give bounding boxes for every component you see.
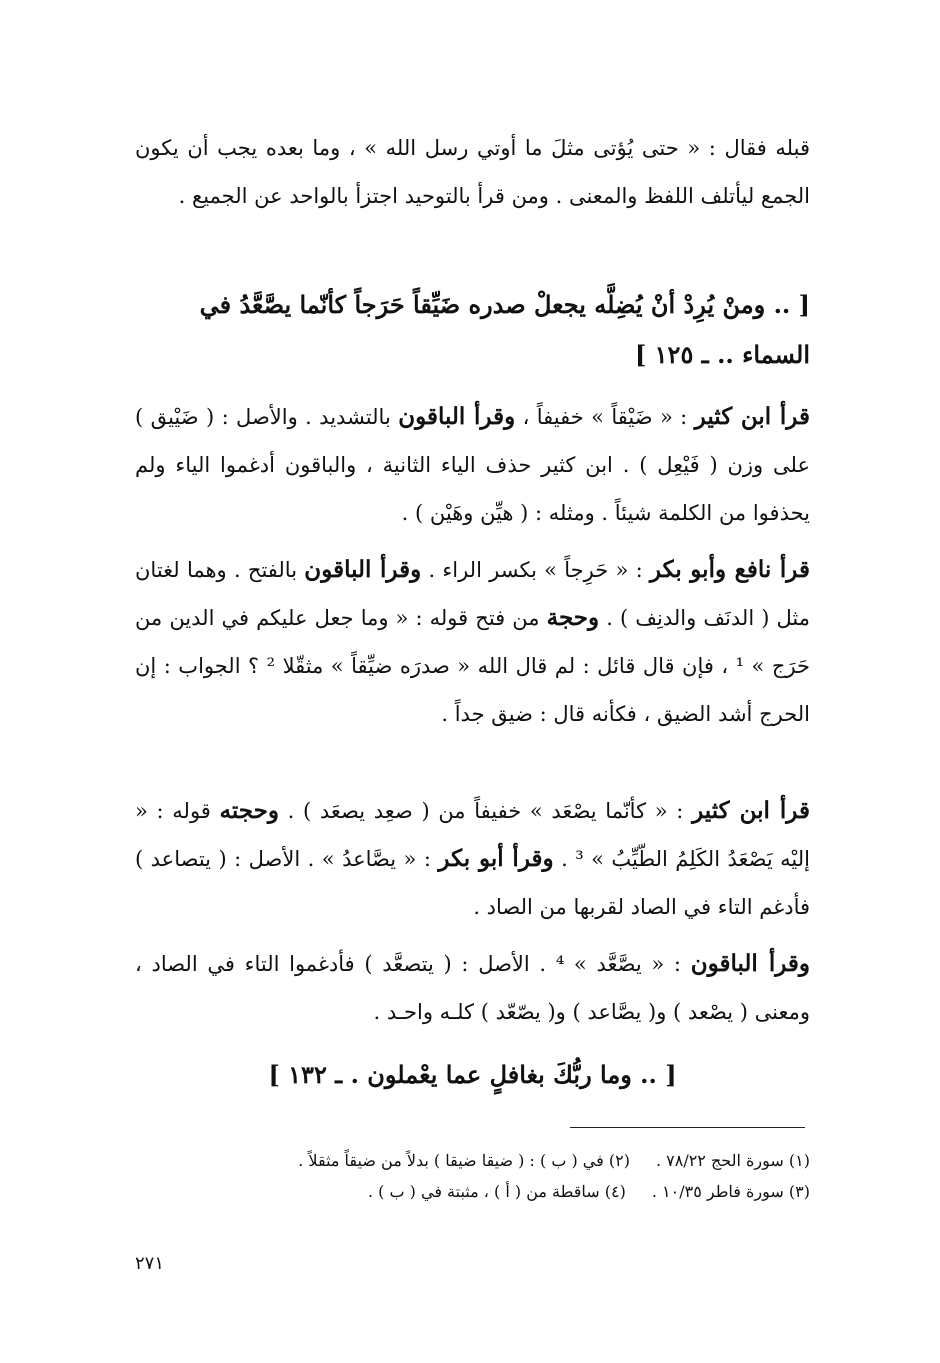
footnote-line-1: [135, 1147, 810, 1175]
paragraph-haraj: [135, 546, 810, 738]
reader-name: وقرأ أبو بكر: [438, 845, 554, 872]
reader-name: قرأ نافع وأبو بكر: [649, 556, 810, 583]
footnote-2: (٢) في ( ب ) : ( ضيقا ضيقا ) بدلاً من ضيقاً مثقلاً .: [298, 1151, 630, 1170]
reader-name: وقرأ الباقون: [398, 403, 516, 430]
paragraph-text: : « يصَّاعدُ » . الأصل : ( يتصاعد ) فأدغم التاء في الصاد لقربها من الصاد .: [135, 847, 810, 919]
verse-text: [ .. وما ربُّكَ بغافلٍ عما يعْملون . ـ ١٣٢ ]: [268, 1060, 677, 1089]
paragraph-text: بالتشديد . والأصل : ( ضَيْيق ) على وزن ( فَيْعِل ) . ابن كثير حذف الياء الثانية ، والباقون أدغموا الياء ولم يحذفوا من الكلمة شيئاً . ومثله : ( هيِّن وهَيْن ) .: [135, 405, 810, 525]
footnote-3: (٣) سورة فاطر ١٠/٣٥ .: [651, 1182, 810, 1201]
footnote-4: (٤) ساقطة من ( أ ) ، مثبتة في ( ب ) .: [368, 1182, 626, 1201]
paragraph-text: من فتح قوله : « وما جعل عليكم في الدين من حَرَج » ¹ ، فإن قال قائل : لم قال الله « صدرَه ضيِّقاً » مثقّلا ² ؟ الجواب : إن الحرج أشد الضيق ، فكأنه قال : ضيق جداً .: [135, 606, 811, 726]
footnote-line-2: [135, 1178, 810, 1206]
paragraph-yassaad: [135, 940, 810, 1036]
footnote-1: (١) سورة الحج ٧٨/٢٢ .: [655, 1151, 810, 1170]
quran-verse-125: [135, 280, 810, 380]
page-number: ٢٧١: [135, 1253, 165, 1274]
paragraph-yasad: [135, 787, 810, 931]
footnote-divider: [570, 1127, 805, 1128]
verse-text: [ .. ومنْ يُرِدْ أنْ يُضِلَّه يجعلْ صدره ضَيِّقاً حَرَجاً كأنّما يصَّعَّدُ في السماء .. ـ ١٢٥ ]: [199, 290, 810, 369]
reader-name: وقرأ الباقون: [304, 556, 422, 583]
paragraph-text: قبله فقال : « حتى يُؤتى مثلَ ما أوتي رسل الله » ، وما بعده يجب أن يكون الجمع ليأتلف اللفظ والمعنى . ومن قرأ بالتوحيد اجتزأ بالواحد عن الجميع .: [135, 136, 810, 208]
paragraph-text: قوله : « إليْه يَصْعَدُ الكَلِمُ الطّيِّبُ » ³ .: [135, 799, 810, 871]
paragraph-text: بالفتح . وهما لغتان مثل ( الدنَف والدنِف ) .: [135, 558, 811, 630]
quran-verse-132: [135, 1050, 810, 1100]
reader-name: قرأ ابن كثير: [694, 403, 810, 430]
paragraph-text: : « يصَّعَّد » ⁴ . الأصل : ( يتصعَّد ) فأدغموا التاء في الصاد ، ومعنى ( يصْعد ) و( يصَّاعد ) و( يصّعّد ) كلـه واحـد .: [135, 952, 810, 1024]
paragraph-dayqan: [135, 393, 810, 537]
argument-label: وحجة: [546, 604, 600, 631]
paragraph-text: : « حَرِجاً » بكسر الراء .: [421, 558, 650, 582]
argument-label: وحجته: [219, 797, 279, 824]
paragraph-text: : « ضَيْقاً » خفيفاً ،: [515, 405, 695, 429]
paragraph-intro: [135, 124, 810, 220]
paragraph-text: : « كأنّما يصْعَد » خفيفاً من ( صعِد يصعَد ) .: [278, 799, 693, 823]
reader-name: قرأ ابن كثير: [692, 797, 810, 824]
reader-name: وقرأ الباقون: [690, 950, 811, 977]
